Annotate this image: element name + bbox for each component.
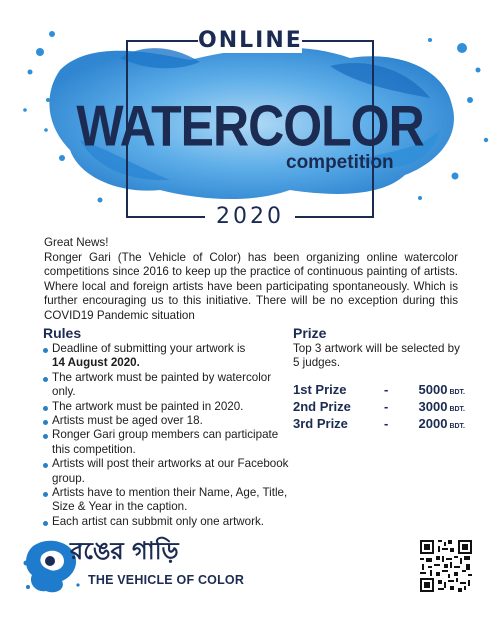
prize-amount-cell	[406, 398, 465, 415]
rule-text: The artwork must be painted in 2020.	[52, 399, 244, 413]
rule-item	[43, 486, 293, 515]
intro-section	[44, 236, 458, 323]
rule-item: Deadline of submitting your artwork is 14 August 2020.	[43, 342, 293, 371]
rules-list	[43, 342, 293, 529]
poster-subtitle: competition	[286, 152, 394, 173]
prize-row	[293, 381, 465, 398]
rule-text: Artists must be aged over 18.	[52, 414, 203, 428]
rule-item	[43, 515, 293, 529]
rule-item	[43, 400, 293, 414]
prize-dash: -	[383, 399, 389, 414]
prize-table	[293, 381, 465, 432]
prize-place: 2nd Prize	[293, 399, 351, 414]
logo-bengali-text: রঙের গাড়ি	[70, 537, 179, 565]
prize-row	[293, 415, 465, 432]
prize-dash: -	[383, 416, 389, 431]
intro-body: Ronger Gari (The Vehicle of Color) has been organizing online watercolor competitions since 2016 to keep up the practice of continuous painting of artists. Where local and foreign artists have been participating spontaneously. Which is further encouraging us to this initiative. There will be no exception during this COVID19 Pandemic situation	[44, 250, 458, 322]
prize-place: 3rd Prize	[293, 416, 348, 431]
rule-text: Ronger Gari group members can participate this competition.	[52, 428, 279, 456]
bullet-icon	[43, 434, 48, 439]
rule-text: Deadline of submitting your artwork is	[52, 342, 246, 355]
prize-amount: 5000	[418, 382, 448, 397]
prize-amount: 2000	[418, 416, 448, 431]
deadline-date: 14 August 2020	[52, 356, 137, 370]
prize-row	[293, 398, 465, 415]
poster-title: WATERCOLOR	[76, 93, 424, 159]
bullet-icon	[43, 406, 48, 411]
prize-currency: BDT.	[449, 406, 465, 413]
prize-amount-cell	[406, 381, 465, 398]
bullet-icon	[43, 420, 48, 425]
bullet-icon	[43, 348, 48, 353]
qr-code-image	[420, 540, 472, 592]
intro-greeting: Great News!	[44, 236, 109, 249]
prize-dash: -	[383, 382, 389, 397]
prize-amount: 3000	[418, 399, 448, 414]
prize-amount-cell	[406, 415, 465, 432]
year-label: 2020	[205, 204, 295, 230]
rule-text: Each artist can subbmit only one artwork.	[52, 514, 265, 528]
bullet-icon	[43, 463, 48, 468]
rule-item	[43, 457, 293, 486]
prize-currency: BDT.	[449, 389, 465, 396]
online-label: ONLINE	[198, 28, 303, 53]
bullet-icon	[43, 492, 48, 497]
prize-place: 1st Prize	[293, 382, 347, 397]
rule-text: Artists will post their artworks at our Facebook group.	[52, 457, 289, 485]
bullet-icon	[43, 521, 48, 526]
prize-currency: BDT.	[449, 423, 465, 430]
bullet-icon	[43, 377, 48, 382]
rule-item	[43, 428, 293, 457]
rules-heading: Rules	[43, 325, 82, 341]
rule-text: The artwork must be painted by watercolor only.	[52, 370, 272, 399]
rule-item	[43, 371, 293, 400]
prize-heading: Prize	[293, 325, 327, 341]
rule-text: Artists have to mention their Name, Age, Title, Size & Year in the caption.	[52, 486, 288, 514]
prize-description: Top 3 artwork will be selected by 5 judges.	[293, 342, 460, 370]
rule-item	[43, 414, 293, 428]
logo-english-text: THE VEHICLE OF COLOR	[88, 573, 245, 587]
